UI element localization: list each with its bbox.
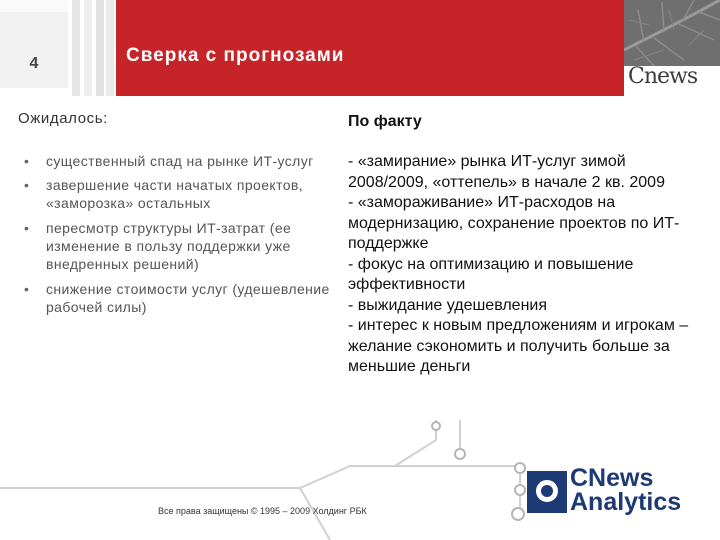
fact-line: - «замирание» рынка ИТ-услуг зимой 2008/2009, «оттепель» в начале 2 кв. 2009 <box>348 153 665 191</box>
actual-heading: По факту <box>348 113 422 130</box>
slide-number-box <box>0 0 68 88</box>
leaf-image <box>624 0 720 66</box>
header-divider-3 <box>96 0 104 96</box>
logo-ring-icon <box>536 480 558 502</box>
bullet-icon: • <box>24 220 30 236</box>
list-item: • снижение стоимости услуг (удешевление рабочей силы) <box>24 281 330 315</box>
logo-text-cnews: CNews <box>570 464 654 492</box>
fact-line: - выжидание удешевления <box>348 296 548 314</box>
expected-heading: Ожидалось: <box>18 110 108 127</box>
leaf-texture-icon <box>624 0 720 66</box>
fact-line: - интерес к новым предложениям и игрокам – желание сэкономить и получить больше за меньшие деньги <box>348 317 689 375</box>
bullet-icon: • <box>24 177 30 193</box>
brand-logo-text: Cnews <box>628 64 698 89</box>
fact-line: - «замораживание» ИТ-расходов на модернизацию, сохранение проектов по ИТ-поддержке <box>348 194 680 252</box>
list-item: • существенный спад на рынке ИТ-услуг <box>24 153 314 169</box>
slide-number: 4 <box>29 55 39 72</box>
copyright-text: Все права защищены © 1995 – 2009 Холдинг РБК <box>158 506 367 516</box>
header-divider-4 <box>106 0 114 96</box>
header-divider-2 <box>84 0 92 96</box>
bullet-icon: • <box>24 281 30 297</box>
bullet-icon: • <box>24 153 30 169</box>
slide-number-accent <box>0 0 68 12</box>
actual-list <box>348 152 710 378</box>
list-item: • завершение части начатых проектов, «заморозка» остальных <box>24 177 304 211</box>
expected-list <box>24 152 354 323</box>
slide-title: Сверка с прогнозами <box>126 45 345 66</box>
fact-line: - фокус на оптимизацию и повышение эффективности <box>348 255 634 293</box>
header-divider-1 <box>72 0 80 96</box>
logo-text-analytics: Analytics <box>570 488 682 516</box>
list-item: • пересмотр структуры ИТ-затрат (ее изменение в пользу поддержки уже внедренных решений) <box>24 220 292 272</box>
